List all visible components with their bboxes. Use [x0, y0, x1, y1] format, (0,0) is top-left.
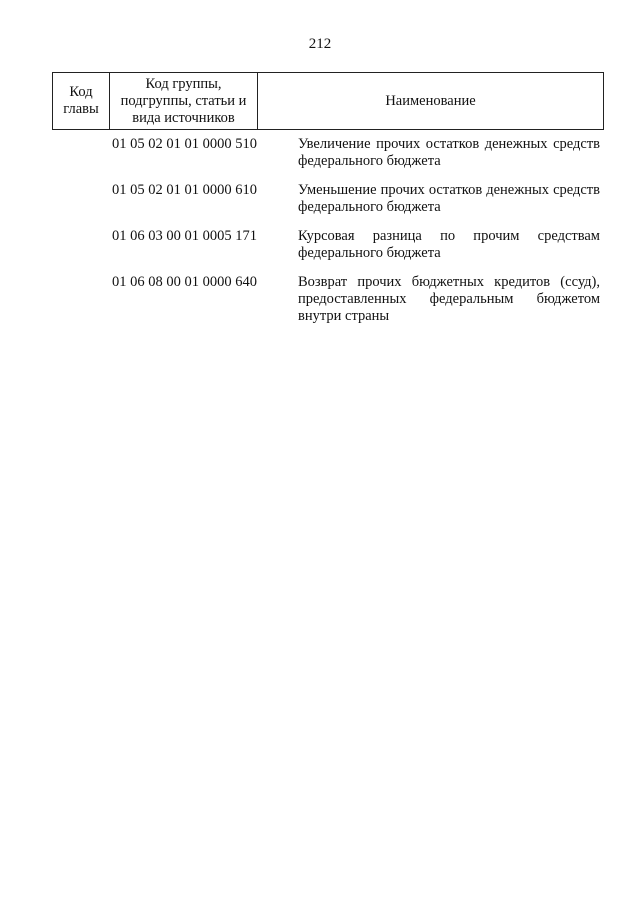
row-code: 01 06 03 00 01 0005 171 — [112, 228, 257, 244]
row-chapter — [52, 182, 109, 216]
row-chapter — [52, 274, 109, 325]
page-number: 212 — [308, 36, 332, 52]
row-code: 01 05 02 01 01 0000 510 — [112, 136, 257, 152]
row-chapter — [52, 136, 109, 170]
row-name: Увеличение прочих остатков денежных средств федерального бюджета — [298, 136, 600, 169]
header-group-code: Код группы, подгруппы, статьи и вида источников — [110, 73, 258, 129]
table-row — [52, 274, 604, 325]
row-code: 01 05 02 01 01 0000 610 — [112, 182, 257, 198]
row-code: 01 06 08 00 01 0000 640 — [112, 274, 257, 290]
table-header — [52, 72, 604, 130]
row-name: Возврат прочих бюджетных кредитов (ссуд), предоставленных федеральным бюджетом внутри страны — [298, 274, 600, 324]
row-chapter — [52, 228, 109, 262]
row-name: Курсовая разница по прочим средствам федерального бюджета — [298, 228, 600, 261]
header-name: Наименование — [385, 92, 476, 109]
table-row — [52, 228, 604, 262]
table-body — [52, 136, 604, 337]
row-name: Уменьшение прочих остатков денежных средств федерального бюджета — [298, 182, 600, 215]
header-chapter-code: Код главы — [53, 73, 110, 129]
table-row — [52, 182, 604, 216]
table-row — [52, 136, 604, 170]
